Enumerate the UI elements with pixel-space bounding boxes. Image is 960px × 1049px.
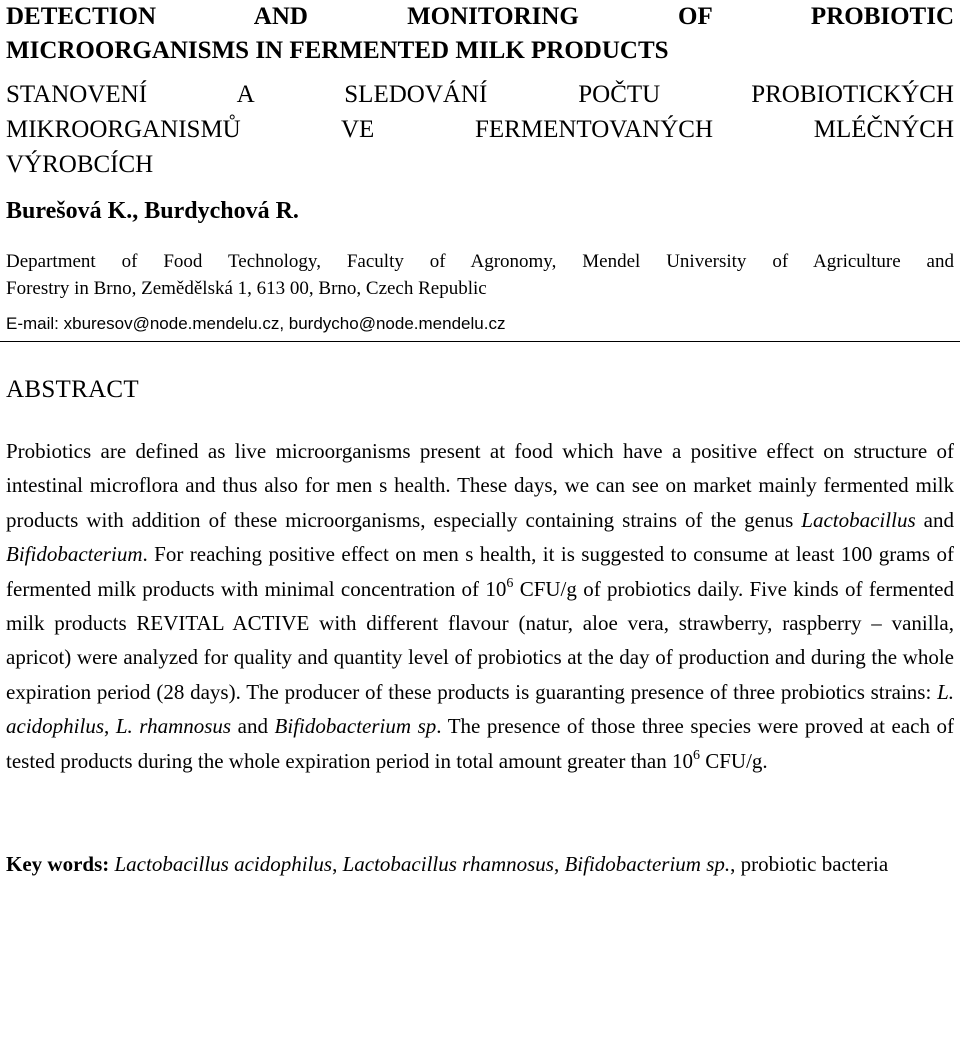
title-english-line-2: MICROORGANISMS IN FERMENTED MILK PRODUCTS (6, 37, 669, 64)
title-english-line-1: DETECTION AND MONITORING OF PROBIOTIC (6, 3, 954, 30)
title-czech (6, 77, 954, 182)
affiliation (6, 248, 954, 302)
title-czech-line-1: STANOVENÍ A SLEDOVÁNÍ POČTU PROBIOTICKÝCH (6, 81, 954, 108)
email-line: E-mail: xburesov@node.mendelu.cz, burdycho@node.mendelu.cz (6, 314, 506, 333)
abstract-text-4: . The presence of those three species were proved at each of tested products during the whole expiration period in total amount greater than 10 (6, 714, 955, 773)
genus-bifidobacterium: Bifidobacterium (6, 542, 143, 567)
affiliation-line-1: Department of Food Technology, Faculty of Agronomy, Mendel University of Agriculture and (6, 251, 954, 272)
strain-bifidobacterium: Bifidobacterium sp (274, 714, 437, 739)
abstract-comma: , (104, 714, 116, 739)
abstract-body (6, 434, 954, 778)
keywords (6, 847, 954, 881)
authors: Burešová K., Burdychová R. (6, 198, 299, 224)
keyword-3: Bifidobacterium sp. (564, 852, 731, 877)
title-czech-line-3: VÝROBCÍCH (6, 151, 154, 178)
abstract-and-1: and (915, 507, 954, 532)
abstract-text-3: CFU/g of probiotics daily. Five kinds of fermented milk products REVITAL ACTIVE with different flavour (natur, aloe vera, strawberry, raspberry – vanilla, apricot) were analyzed for quality and quantity level of probiotics at the day of production and during the whole expiration period (28 days). The producer of these products is guaranting presence of three probiotics strains: (6, 576, 954, 704)
keywords-label: Key words: (6, 852, 110, 877)
title-english (6, 0, 954, 68)
keyword-1: Lactobacillus acidophilus (114, 852, 333, 877)
genus-lactobacillus: Lactobacillus (801, 507, 916, 532)
affiliation-line-2: Forestry in Brno, Zemědělská 1, 613 00, Brno, Czech Republic (6, 278, 487, 299)
strain-acidophilus: L. acidophilus (6, 679, 954, 739)
abstract-and-2: and (231, 714, 275, 739)
keyword-sep-1: , (332, 852, 343, 877)
exponent-2: 6 (692, 747, 700, 763)
keyword-sep-2: , (553, 852, 565, 877)
keyword-2: Lactobacillus rhamnosus (342, 852, 554, 877)
title-czech-line-2: MIKROORGANISMŮ VE FERMENTOVANÝCH MLÉČNÝCH (6, 116, 954, 143)
strain-rhamnosus: L. rhamnosus (115, 714, 232, 739)
abstract-heading: ABSTRACT (6, 376, 139, 403)
abstract-text-1: Probiotics are defined as live microorganisms present at food which have a positive effect on structure of intestinal microflora and thus also for men s health. These days, we can see on market mainly fermented milk products with addition of these microorganisms, especially containing strains of the genus (6, 439, 954, 532)
header-divider (0, 341, 960, 342)
exponent-1: 6 (506, 575, 514, 591)
abstract-text-5: CFU/g. (699, 748, 768, 773)
keyword-tail: , probiotic bacteria (730, 852, 889, 877)
abstract-text-2: . For reaching positive effect on men s health, it is suggested to consume at least 100 grams of fermented milk products with minimal concentration of 10 (6, 542, 954, 601)
